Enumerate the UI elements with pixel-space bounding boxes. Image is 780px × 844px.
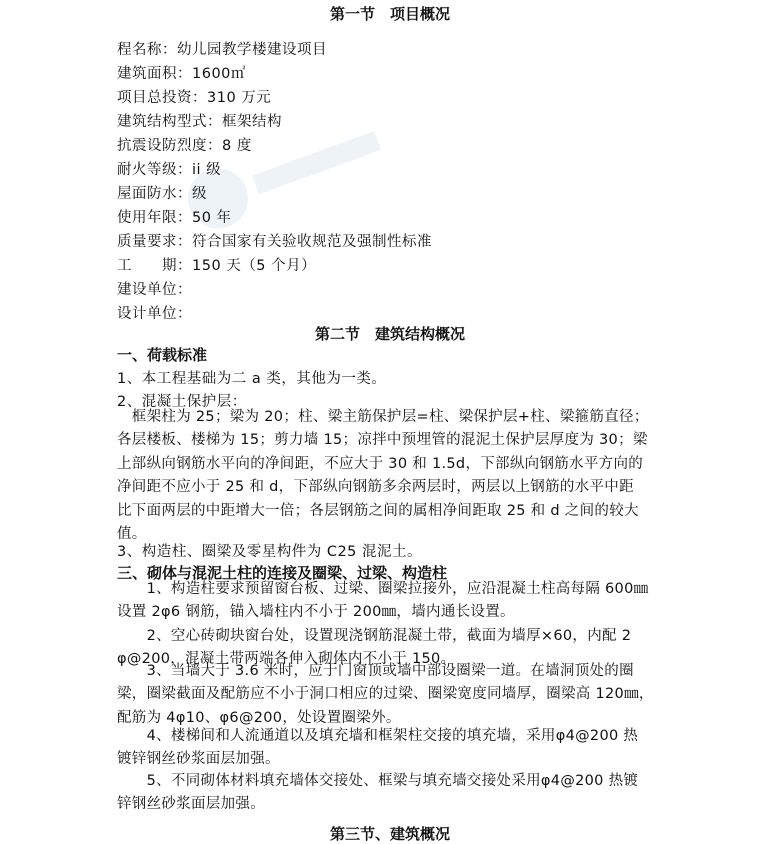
subsection1-title: 一、荷载标准 (117, 346, 208, 364)
section1-title: 第一节 项目概况 (329, 5, 450, 23)
subsection1-line-1: 1、本工程基础为二 a 类，其他为一类。 (117, 371, 387, 387)
paragraph-line: 配筋为 4φ10、φ6@200，处设置圈梁外。 (117, 709, 401, 726)
paragraph-line: 上部纵向钢筋水平向的净间距，不应大于 30 和 1.5d，下部纵向钢筋水平方向的 (117, 455, 644, 472)
service-life-line: 使用年限：50 年 (117, 210, 232, 226)
paragraph-line: 设置 2φ6 钢筋，锚入墙柱内不小于 200㎜，墙内通长设置。 (117, 604, 515, 621)
paragraph-line: φ@200，混凝土带两端各伸入砌体内不小于 150。 (117, 651, 456, 668)
paragraph-line: 各层楼板、楼梯为 15；剪力墙 15；凉拌中预埋管的混泥土保护层厚度为 30；梁 (117, 432, 648, 449)
subsection3-title: 三、砌体与混泥土柱的连接及圈梁、过梁、构造柱 (117, 564, 448, 582)
paragraph-line: 2、空心砖砌块窗台处，设置现浇钢筋混凝土带，截面为墙厚×60，内配 2 (117, 628, 632, 644)
quality-line: 质量要求：符合国家有关验收规范及强制性标准 (117, 234, 432, 250)
seismic-line: 抗震设防烈度：8 度 (117, 138, 252, 154)
masonry-paragraph-3 (117, 660, 677, 730)
subsection1-line-3: 3、构造柱、圈梁及零星构件为 C25 混泥土。 (117, 544, 423, 560)
paragraph-line: 5、不同砌体材料填充墙体交接处、框梁与填充墙交接处采用φ4@200 热镀 (117, 773, 639, 789)
cover-paragraph (117, 406, 677, 546)
paragraph-line: 框架柱为 25；梁为 20；柱、梁主筋保护层=柱、梁保护层+柱、梁箍筋直径； (117, 409, 649, 425)
paragraph-line: 3、当墙大于 3.6 米时，应于门窗顶或墙中部设圈梁一道。在墙洞顶处的圈 (117, 663, 634, 679)
subsection1-line-2: 2、混凝土保护层： (117, 394, 247, 410)
total-investment-line: 项目总投资：310 万元 (117, 90, 272, 106)
structure-type-line: 建筑结构型式：框架结构 (117, 114, 282, 130)
paragraph-line: 值。 (117, 526, 147, 543)
paragraph-line: 比下面两层的中距增大一倍；各层钢筋之间的属相净间距取 25 和 d 之间的较大 (117, 502, 639, 519)
masonry-paragraph-1 (117, 578, 677, 625)
section2-title: 第二节 建筑结构概况 (314, 325, 465, 343)
building-area-line: 建筑面积：1600㎡ (117, 66, 246, 82)
paragraph-line: 4、楼梯间和人流通道以及填充墙和框架柱交接的填充墙，采用φ4@200 热 (117, 728, 639, 744)
duration-line: 工 期：150 天（5 个月） (117, 258, 317, 274)
paragraph-line: 1、构造柱要求预留窗台板、过梁、圈梁拉接外，应沿混凝土柱高每隔 600㎜ (117, 581, 649, 597)
masonry-paragraph-4 (117, 725, 677, 772)
paragraph-line: 锌钢丝砂浆面层加强。 (117, 796, 265, 813)
owner-line: 建设单位： (117, 282, 192, 298)
section3-title: 第三节、建筑概况 (329, 825, 450, 843)
paragraph-line: 镀锌钢丝砂浆面层加强。 (117, 751, 280, 768)
fire-rating-line: 耐火等级：ii 级 (117, 162, 222, 178)
paragraph-line: 净间距不应小于 25 和 d，下部纵向钢筋多余两层时，两层以上钢筋的水平中距 (117, 479, 634, 496)
masonry-paragraph-5 (117, 770, 677, 817)
roof-waterproof-line: 屋面防水：级 (117, 186, 207, 202)
paragraph-line: 梁，圈梁截面及配筋应不小于洞口相应的过梁、圈梁宽度同墙厚，圈梁高 120㎜， (117, 686, 654, 703)
project-name-line: 程名称：幼儿园教学楼建设项目 (117, 42, 327, 58)
designer-line: 设计单位： (117, 306, 192, 322)
